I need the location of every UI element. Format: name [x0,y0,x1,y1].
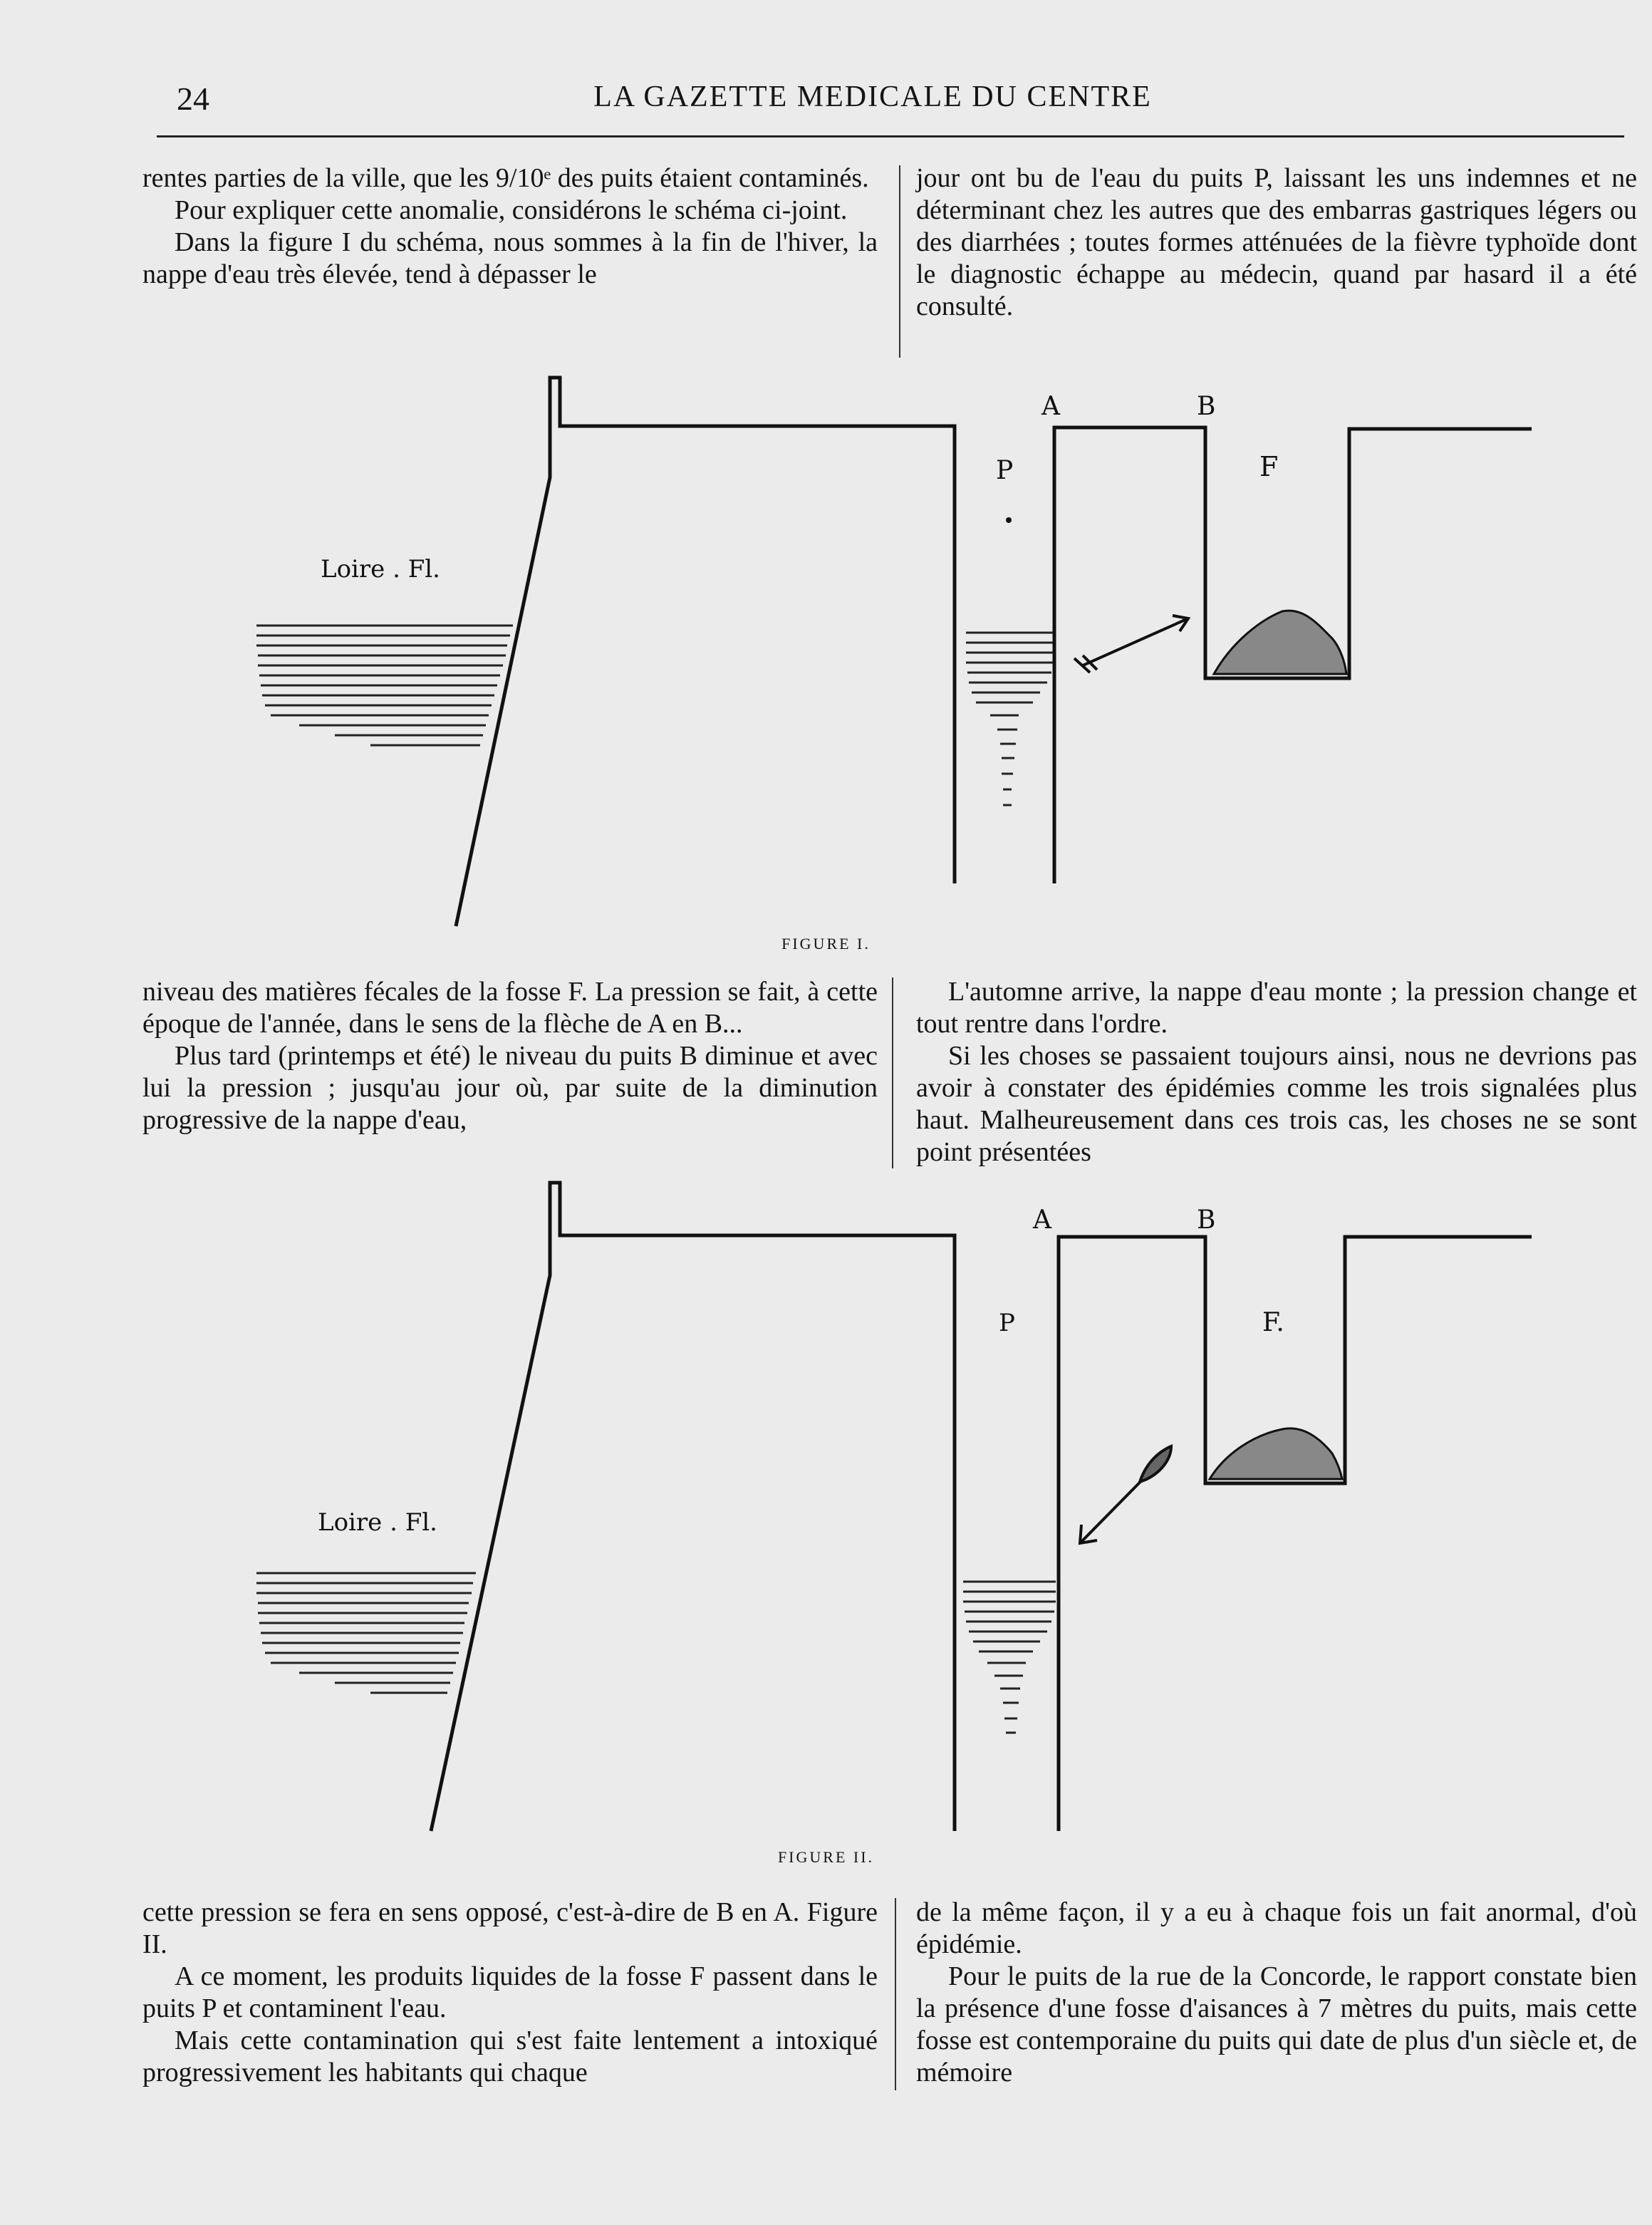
label-b: B [1197,1205,1216,1235]
paragraph: de la même façon, il y a eu à chaque fois un fait anormal, d'où épidémie. [916,1897,1637,1959]
label-f: F [1259,451,1279,482]
paragraph: L'automne arrive, la nappe d'eau monte ; la pression change et tout rentre dans l'ordre. [916,977,1637,1039]
paragraph: Plus tard (printemps et été) le niveau du puits B diminue et avec lui la pression ; jusqu'au jour où, par suite de la diminution progressive de la nappe d'eau, [142,1041,878,1135]
page-number: 24 [177,81,209,117]
fecal-matter-mound [1210,1428,1342,1479]
fecal-matter-mound [1214,611,1346,674]
label-river: Loire . Fl. [321,555,440,584]
river-water-lines [256,1573,476,1693]
paragraph: Pour le puits de la rue de la Concorde, le rapport constate bien la présence d'une fosse d'aisances à 7 mètres du puits, mais cette fosse est contemporaine du puits qui date de plus d'un siècle et, de mémoire [916,1961,1637,2087]
label-a: A [1041,392,1060,421]
text-column-left-2 [142,976,878,1136]
well-and-pit-outline [1059,1237,1532,1831]
text-column-left-1 [142,162,878,291]
figure-2-caption: FIGURE II. [777,1848,875,1866]
river-water-lines [256,626,513,745]
bank-wall-line [456,378,955,926]
figure-1-diagram [0,363,1652,933]
label-f: F. [1262,1308,1284,1337]
label-a: A [1033,1205,1051,1235]
paragraph: niveau des matières fécales de la fosse F. La pression se fait, à cette époque de l'année, dans le sens de la flèche de A en B... [142,977,878,1039]
paragraph: Pour expliquer cette anomalie, considérons le schéma ci-joint. [175,195,848,225]
label-p: P [996,456,1014,485]
ink-dot [1006,517,1012,523]
header-rule [157,135,1624,138]
label-p: P [999,1309,1015,1337]
figure-1-caption: FIGURE I. [781,935,871,953]
text-column-left-3 [142,1897,878,2089]
page-header [164,80,1581,123]
text-column-right-3 [916,1897,1637,2089]
arrow-b-to-a [1080,1446,1171,1543]
bank-wall-line [431,1183,955,1831]
text-column-right-2 [916,976,1637,1168]
paragraph: rentes parties de la ville, que les 9/10ᵉ des puits étaient contaminés. [142,163,869,193]
figure-2-diagram [0,1168,1652,1852]
column-rule [895,1898,896,2090]
paragraph: Mais cette contamination qui s'est faite lentement a intoxiqué progressivement les habitants qui chaque [142,2026,878,2087]
paragraph: cette pression se fera en sens opposé, c'est-à-dire de B en A. Figure II. [142,1897,878,1959]
paragraph: Si les choses se passaient toujours ainsi, nous ne devrions pas avoir à constater des épidémies comme les trois signalées plus haut. Malheureusement dans ces trois cas, les choses ne se sont point présentées [916,1041,1637,1167]
column-rule [892,977,893,1168]
text-column-right-1 [916,162,1637,323]
journal-title: LA GAZETTE MEDICALE DU CENTRE [593,81,1152,113]
well-water-lines [963,1582,1056,1733]
label-b: B [1197,392,1216,421]
paragraph: Dans la figure I du schéma, nous sommes à la fin de l'hiver, la nappe d'eau très élevée, tend à dépasser le [142,227,878,289]
label-river: Loire . Fl. [318,1508,437,1537]
paragraph: jour ont bu de l'eau du puits P, laissant les uns indemnes et ne déterminant chez les autres que des embarras gastriques légers ou des diarrhées ; toutes formes atténuées de la fièvre typhoïde dont le diagnostic échappe au médecin, quand par hasard il a été consulté. [916,163,1637,321]
paragraph: A ce moment, les produits liquides de la fosse F passent dans le puits P et contaminent l'eau. [142,1961,878,2023]
arrow-a-to-b [1074,616,1188,673]
column-rule [899,165,900,358]
well-water-lines [966,633,1053,805]
